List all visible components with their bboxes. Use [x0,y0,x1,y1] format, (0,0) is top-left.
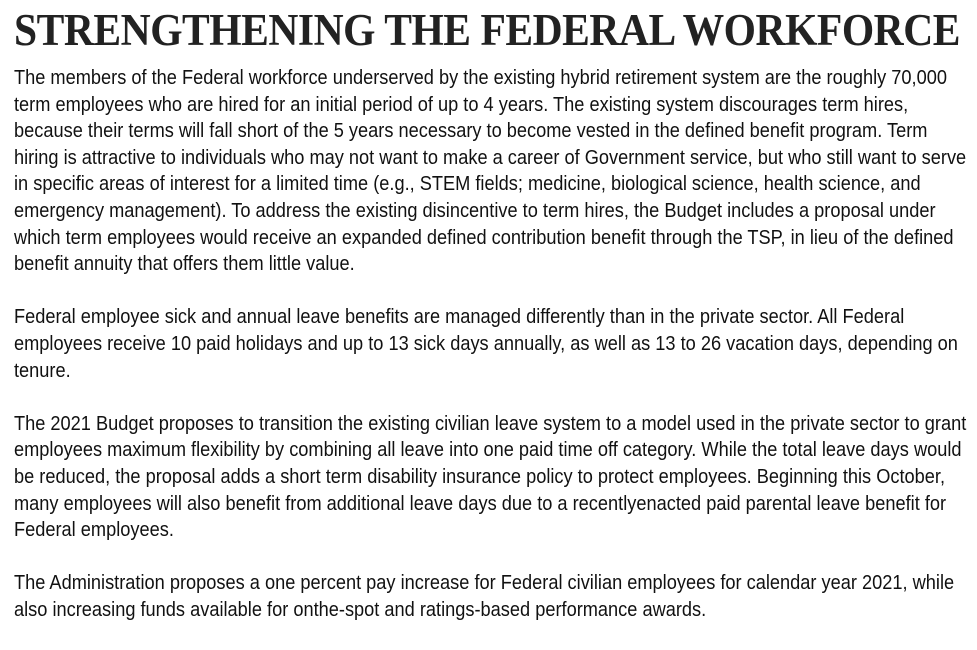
text-line: emergency management). To address the existing disincentive to term hires, the Budget includes a proposal under [14,199,936,222]
text-line: which term employees would receive an expanded defined contribution benefit through the TSP, in lieu of the defined [14,226,954,249]
text-line: because their terms will fall short of the 5 years necessary to become vested in the defined benefit program. Term [14,120,928,143]
paragraph [14,570,977,623]
page-title: STRENGTHENING THE FEDERAL WORKFORCE [14,5,960,55]
text-line: hiring is attractive to individuals who may not want to make a career of Government service, but who still want to serve [14,146,967,169]
text-line: in specific areas of interest for a limited time (e.g., STEM fields; medicine, biological science, health science, and [14,173,921,196]
text-line: benefit annuity that offers them little value. [14,253,355,276]
document-body [14,65,977,650]
text-line: Federal employees. [14,519,174,542]
paragraph [14,65,977,278]
paragraph [14,304,977,384]
text-line: Federal employee sick and annual leave benefits are managed differently than in the private sector. All Federal [14,306,905,329]
text-line: The 2021 Budget proposes to transition the existing civilian leave system to a model used in the private sector to grant [14,412,967,435]
text-line: be reduced, the proposal adds a short term disability insurance policy to protect employees. Beginning this October, [14,465,946,488]
paragraph [14,411,977,544]
text-line: employees receive 10 paid holidays and up to 13 sick days annually, as well as 13 to 26 vacation days, depending on [14,332,958,355]
text-line: The Administration proposes a one percent pay increase for Federal civilian employees for calendar year 2021, while [14,572,955,595]
text-line: employees maximum flexibility by combining all leave into one paid time off category. While the total leave days would [14,439,962,462]
text-line: also increasing funds available for onthe-spot and ratings-based performance awards. [14,598,707,621]
text-line: The members of the Federal workforce underserved by the existing hybrid retirement system are the roughly 70,000 [14,67,947,89]
text-line: many employees will also benefit from additional leave days due to a recentlyenacted paid parental leave benefit for [14,492,947,515]
text-line: term employees who are hired for an initial period of up to 4 years. The existing system discourages term hires, [14,93,909,116]
text-line: tenure. [14,359,71,382]
